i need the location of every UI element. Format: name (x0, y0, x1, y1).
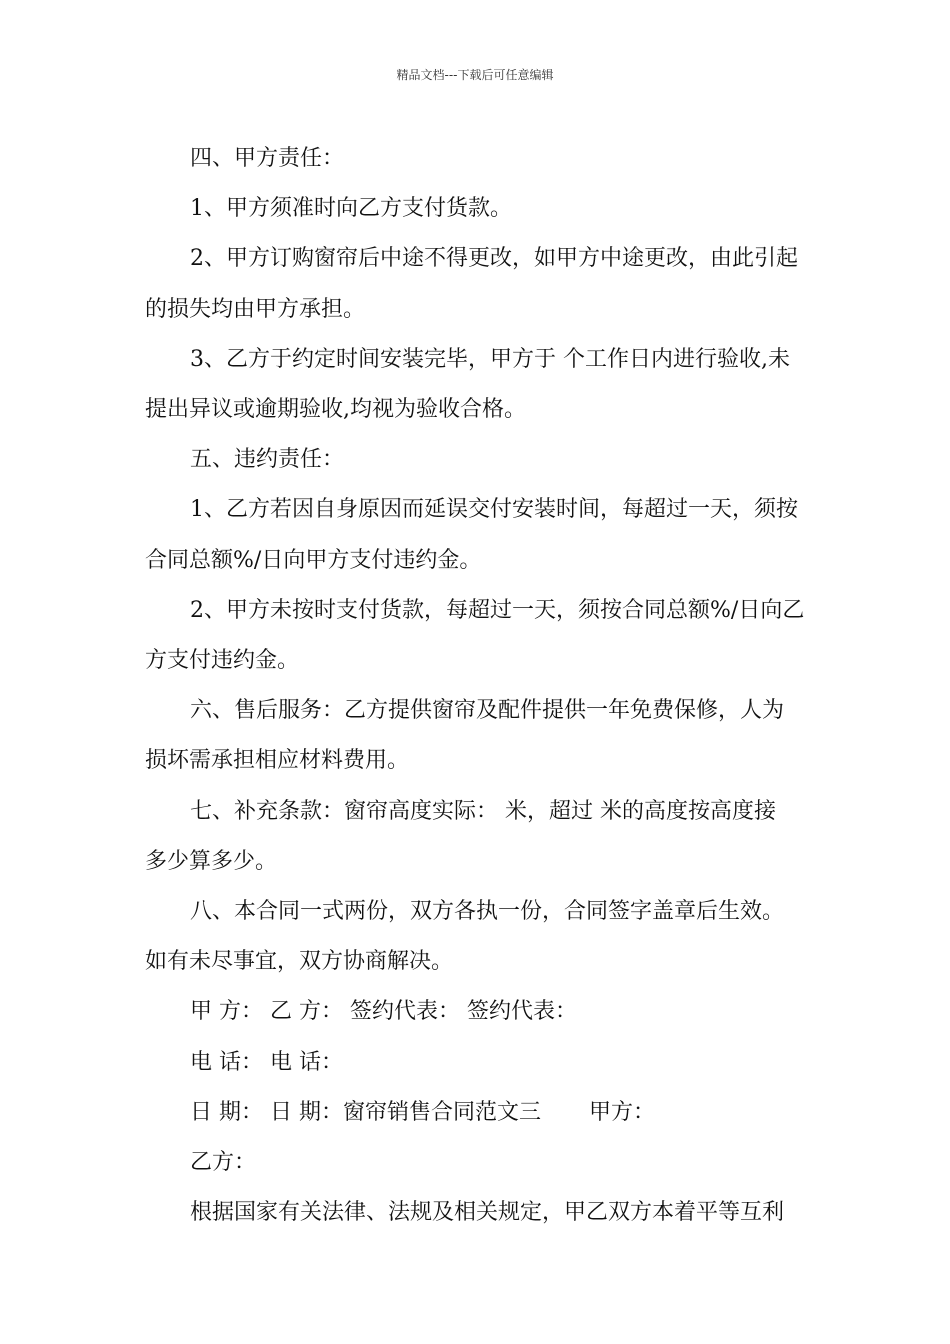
party-a-label: 甲方： (588, 1099, 655, 1125)
paragraph-line: 提出异议或逾期验收,均视为验收合格。 (145, 397, 526, 423)
paragraph-line: 六、售后服务：乙方提供窗帘及配件提供一年免费保修，人为 (190, 698, 785, 724)
paragraph-line: 的损失均由甲方承担。 (145, 296, 366, 322)
phone-line: 电 话： 电 话： (190, 1049, 343, 1075)
paragraph-line: 合同总额%/日向甲方支付违约金。 (145, 547, 482, 573)
section-heading: 五、违约责任： (190, 447, 345, 473)
section-heading: 四、甲方责任： (190, 146, 345, 171)
paragraph-line: 七、补充条款：窗帘高度实际： 米，超过 米的高度按高度接 (190, 798, 776, 824)
paragraph-line: 2、甲方未按时支付货款，每超过一天，须按合同总额%/日向乙 (190, 597, 805, 623)
paragraph-line: 2、甲方订购窗帘后中途不得更改，如甲方中途更改，由此引起 (190, 246, 798, 272)
paragraph-line: 如有未尽事宜，双方协商解决。 (145, 949, 454, 975)
paragraph-line: 八、本合同一式两份，双方各执一份，合同签字盖章后生效。 (190, 899, 785, 925)
paragraph-line: 1、甲方须准时向乙方支付货款。 (190, 196, 512, 222)
date-line (145, 1088, 815, 1138)
paragraph-line: 方支付违约金。 (145, 648, 300, 674)
paragraph-line: 1、乙方若因自身原因而延误交付安装时间，每超过一天，须按 (190, 497, 798, 523)
paragraph-line: 多少算多少。 (145, 848, 278, 874)
signature-parties-line: 甲 方： 乙 方： 签约代表： 签约代表： (190, 999, 577, 1025)
document-body (145, 134, 815, 1238)
page-header: 精品文档---下载后可任意编辑 (396, 68, 554, 82)
paragraph-line: 根据国家有关法律、法规及相关规定，甲乙双方本着平等互利 (190, 1200, 785, 1226)
paragraph-line: 3、乙方于约定时间安装完毕，甲方于 个工作日内进行验收,未 (190, 346, 790, 372)
paragraph-line: 损坏需承担相应材料费用。 (145, 748, 410, 774)
date-line-text: 日 期： 日 期：窗帘销售合同范文三 (190, 1099, 541, 1125)
party-b-label: 乙方： (190, 1150, 257, 1176)
